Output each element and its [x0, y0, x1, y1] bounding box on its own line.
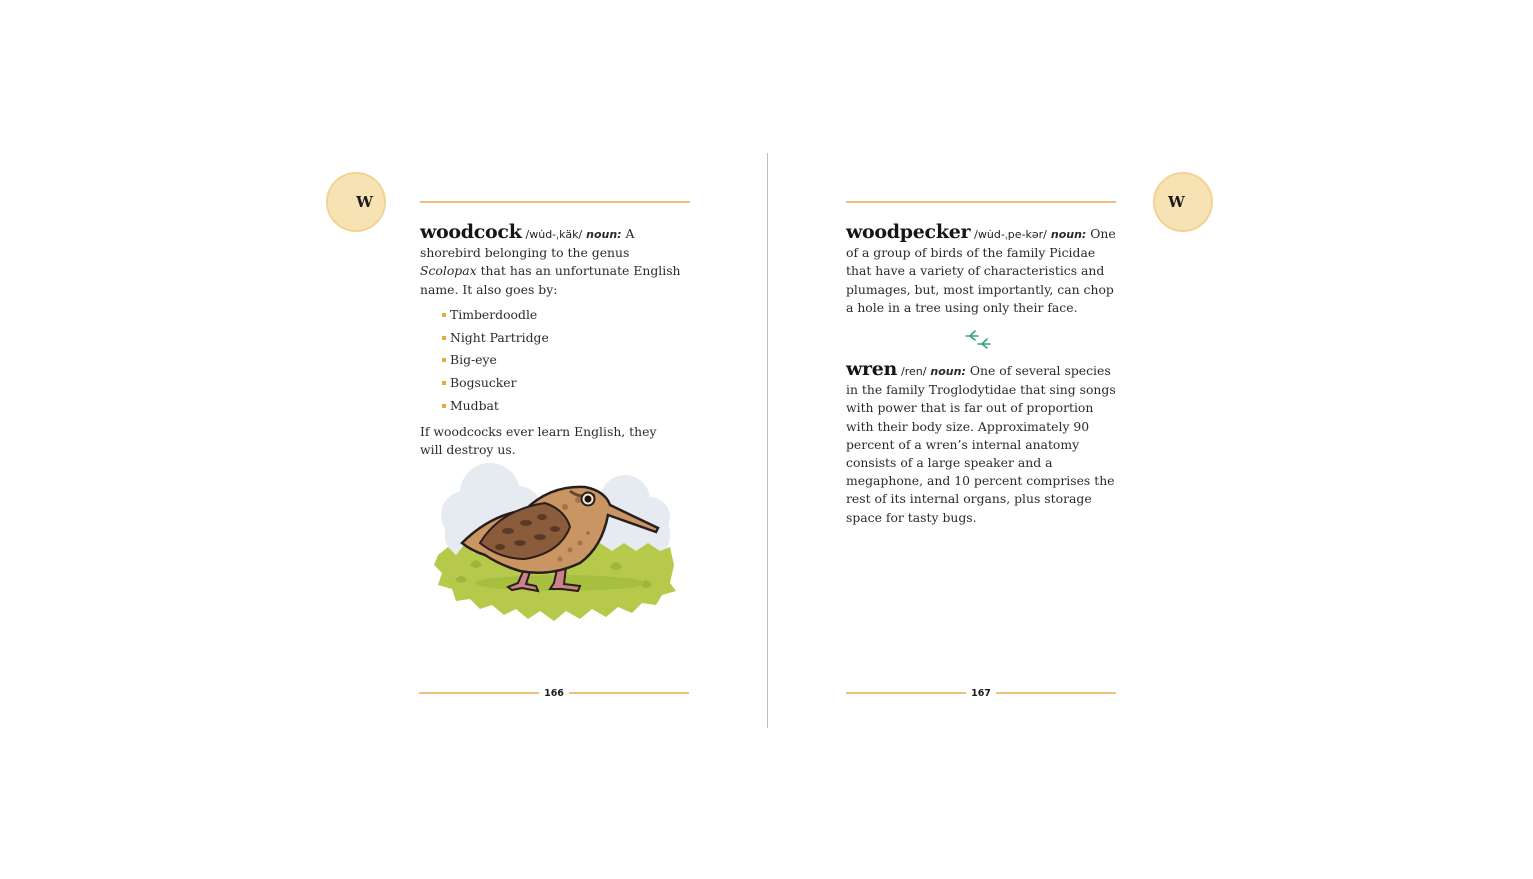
entry-wren [846, 360, 1118, 527]
entry-woodcock [420, 223, 682, 459]
left-page [356, 150, 768, 730]
definition-part-1: A shorebird belonging to the genus [420, 226, 635, 261]
page-number: 166 [544, 687, 564, 699]
woodcock-illustration [430, 455, 680, 625]
pronunciation: /wu̇d-ˌkäk/ [525, 228, 583, 241]
headword: wren [846, 358, 898, 381]
list-item: Big-eye [442, 349, 682, 372]
header-rule [846, 201, 1116, 203]
definition-part-2: that has an unfortunate English name. It also goes by: [420, 263, 681, 297]
page-number: 167 [971, 687, 991, 699]
page-footer [419, 686, 689, 700]
pronunciation: /wu̇d-ˌpe-kər/ [974, 228, 1047, 241]
page-footer [846, 686, 1116, 700]
thumb-tab-right [1142, 150, 1185, 270]
part-of-speech: noun: [930, 365, 966, 379]
pronunciation: /ren/ [901, 365, 927, 379]
right-page [769, 150, 1185, 730]
headword: woodcock [420, 221, 522, 243]
alternate-names-list [420, 304, 682, 418]
footer-rule [419, 692, 539, 694]
list-item: Mudbat [442, 395, 682, 418]
entry-woodpecker [846, 223, 1118, 317]
list-item: Timberdoodle [442, 304, 682, 327]
footer-rule [846, 692, 966, 694]
header-rule [420, 201, 690, 203]
part-of-speech: noun: [586, 228, 622, 241]
thumb-tab-letter: W [1153, 172, 1213, 232]
list-item: Night Partridge [442, 327, 682, 350]
headword: woodpecker [846, 221, 971, 243]
definition: One of several species in the family Troglodytidae that sing songs with power that is far out of proportion with their body size. Approximately 90 percent of a wren’s internal anatomy consists of a large speaker and a megaphone, and 10 percent comprises the rest of its internal organs, plus storage space for tasty bugs. [846, 363, 1116, 525]
thumb-tab-letter: W [326, 172, 386, 232]
list-item: Bogsucker [442, 372, 682, 395]
part-of-speech: noun: [1050, 228, 1087, 241]
bird-footprints-icon [964, 330, 996, 352]
definition: One of a group of birds of the family Picidae that have a variety of characteristics and plumages, but, most importantly, can chop a hole in a tree using only their face. [846, 226, 1116, 315]
closing-remark: If woodcocks ever learn English, they will destroy us. [420, 423, 657, 457]
thumb-tab-left [358, 150, 398, 270]
genus-name: Scolopax [420, 263, 477, 279]
footer-rule [996, 692, 1116, 694]
entries-column [846, 223, 1118, 527]
footer-rule [569, 692, 689, 694]
